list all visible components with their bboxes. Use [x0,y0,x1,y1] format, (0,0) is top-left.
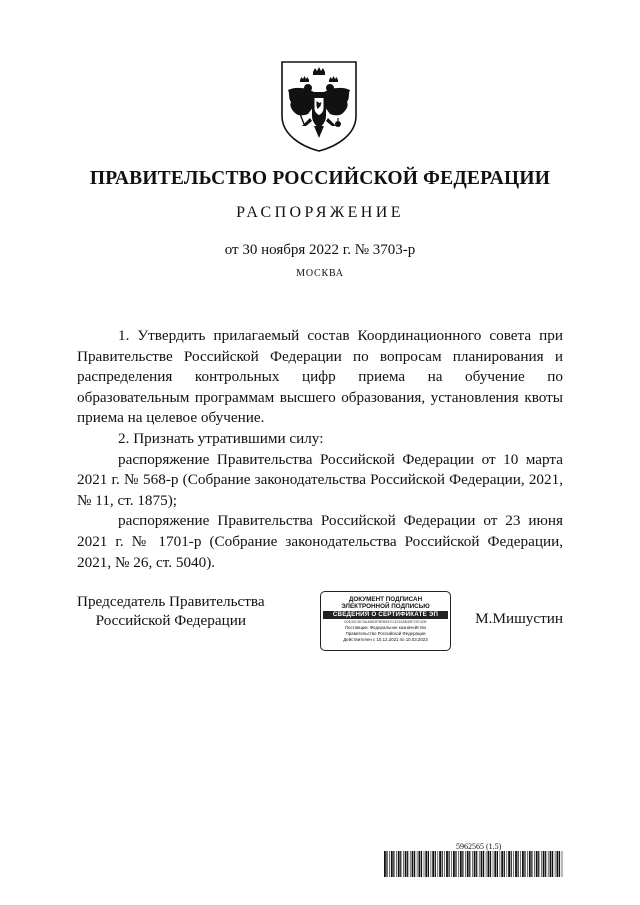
barcode-bar [442,851,443,877]
barcode-bar [490,851,491,877]
barcode-bar [393,851,394,877]
barcode-bar [417,851,418,877]
document-body [77,326,563,573]
barcode-bar [538,851,539,877]
barcode-bar [414,851,415,877]
barcode-bar [438,851,439,877]
stamp-issuer: Поставщик: Федеральное казначейство [344,624,427,630]
barcode-bar [396,851,397,877]
e-signature-stamp [320,591,451,651]
barcode-bar [536,851,538,877]
barcode-bar [428,851,429,877]
barcode-icon [384,851,564,877]
barcode-bar [400,851,401,877]
barcode-bar [527,851,528,877]
stamp-validity: Действителен с 10.12.2021 по 10.03.2023 [343,636,428,642]
barcode-bar [403,851,404,877]
barcode-bar [469,851,470,877]
barcode-bar [545,851,546,877]
barcode-bar [479,851,480,877]
barcode-bar [407,851,408,877]
barcode-bar [494,851,496,877]
barcode-bar [424,851,425,877]
barcode-bar [465,851,466,877]
barcode-bar [513,851,514,877]
barcode-bar [398,851,400,877]
double-headed-eagle-emblem-icon [278,58,360,154]
signer-name: М.Мишустин [475,610,563,627]
stamp-owner: Правительство Российской Федерации [345,630,426,636]
barcode-bar [493,851,494,877]
barcode-bar [405,851,407,877]
signer-title [77,592,265,630]
barcode-number: 5962565 (1.5) [456,842,502,851]
barcode-bar [486,851,487,877]
barcode-bar [389,851,390,877]
barcode-bar [444,851,445,877]
body-paragraph-1: 1. Утвердить прилагаемый состав Координационного совета при Правительстве Российской Федерации по вопросам планирования и распределения контрольных цифр приема на обучение по образовательным программам высшего образования, установления квоты приема на целевое обучение. [77,327,563,427]
barcode-bar [421,851,422,877]
barcode-bar [472,851,473,877]
barcode-bar [552,851,553,877]
barcode-bar [508,851,510,877]
barcode-bar [500,851,501,877]
barcode-bar [410,851,411,877]
barcode-bar [435,851,436,877]
barcode-bar [543,851,545,877]
barcode-bar [534,851,535,877]
barcode-bar [481,851,483,877]
barcode-bar [520,851,521,877]
body-paragraph-3: распоряжение Правительства Российской Федерации от 10 марта 2021 г. № 568-р (Собрание законодательства Российской Федерации, 2021, № 11, ст. 1875); [77,450,563,509]
barcode-bar [548,851,549,877]
signer-title-line-1: Председатель Правительства [77,593,265,610]
stamp-line-2: ЭЛЕКТРОННОЙ ПОДПИСЬЮ [341,603,430,610]
barcode-bar [453,851,455,877]
barcode-bar [384,851,386,877]
barcode-bar [562,851,563,877]
barcode-bar [446,851,448,877]
barcode-bar [507,851,508,877]
barcode-bar [531,851,532,877]
barcode-bar [391,851,393,877]
barcode-bar [518,851,519,877]
body-paragraph-4: распоряжение Правительства Российской Федерации от 23 июня 2021 г. № 1701-р (Собрание законодательства Российской Федерации, 2021, № 26, ст. 5040). [77,512,563,571]
doc-date-number: от 30 ноября 2022 г. № 3703-р [224,242,416,258]
barcode-bar [550,851,552,877]
barcode-bar [529,851,531,877]
barcode-bar [451,851,452,877]
barcode-bar [431,851,432,877]
signer-title-line-2: Российской Федерации [95,612,246,629]
barcode-bar [497,851,498,877]
barcode-bar [476,851,477,877]
barcode-bar [462,851,463,877]
doc-city: МОСКВА [296,268,344,279]
barcode-bar [522,851,524,877]
barcode-bar [557,851,559,877]
barcode-bar [541,851,542,877]
barcode-bar [386,851,387,877]
barcode-bar [559,851,560,877]
barcode-bar [474,851,476,877]
barcode-bar [504,851,505,877]
barcode-bar [483,851,484,877]
body-paragraph-2: 2. Признать утратившими силу: [118,429,324,447]
barcode-bar [419,851,421,877]
barcode-bar [458,851,459,877]
barcode-bar [439,851,441,877]
barcode-bar [524,851,525,877]
barcode-bar [511,851,512,877]
barcode-bar [467,851,469,877]
barcode-bar [412,851,414,877]
stamp-cert-hash: 00E33C8C5A48B3F8EB8F2132328B39F29742B [344,619,427,624]
barcode-bar [425,851,427,877]
stamp-banner: СВЕДЕНИЯ О СЕРТИФИКАТЕ ЭП [323,611,448,619]
barcode-bar [460,851,462,877]
barcode-bar [449,851,450,877]
doc-type: РАСПОРЯЖЕНИЕ [236,204,404,221]
barcode-bar [455,851,456,877]
barcode-bar [432,851,434,877]
barcode-bar [515,851,517,877]
barcode-bar [488,851,490,877]
barcode-bar [501,851,503,877]
org-title: ПРАВИТЕЛЬСТВО РОССИЙСКОЙ ФЕДЕРАЦИИ [89,168,551,189]
stamp-line-1: ДОКУМЕНТ ПОДПИСАН [348,596,423,603]
barcode-bar [555,851,556,877]
